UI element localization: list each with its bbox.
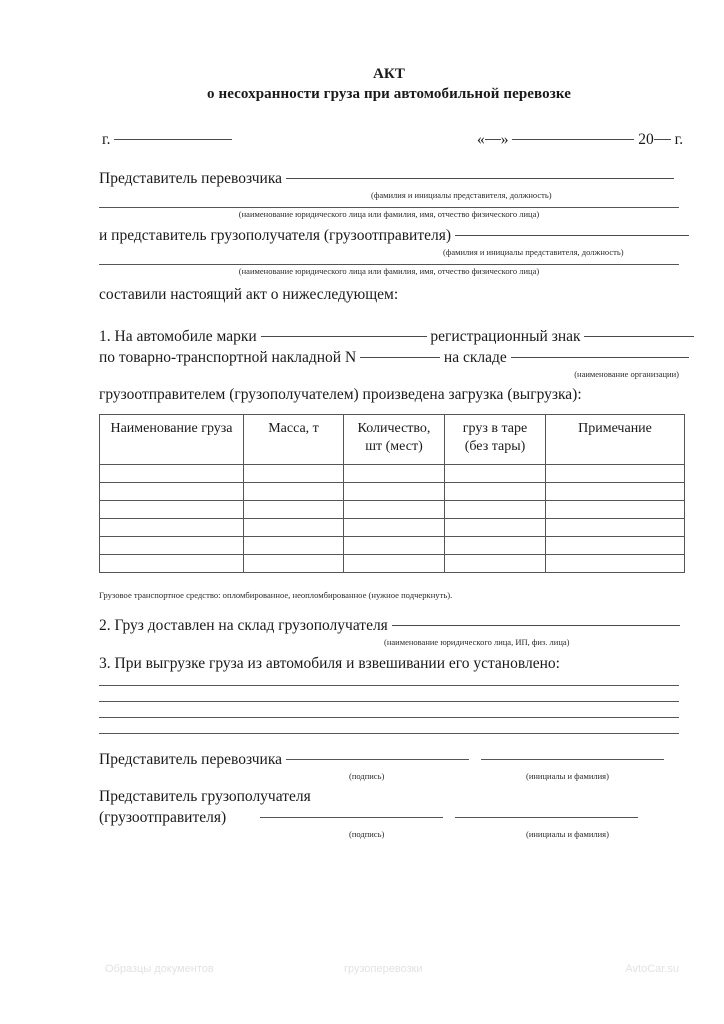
- table-row: [100, 555, 685, 573]
- table-cell[interactable]: [100, 465, 244, 483]
- blank-answer-rule[interactable]: [99, 733, 679, 734]
- waybill-number-rule[interactable]: [360, 357, 440, 358]
- consignee-entity-caption: (наименование юридического лица или фамилия, имя, отчество физического лица): [238, 266, 540, 276]
- footer-center-text: грузоперевозки: [344, 963, 423, 975]
- warehouse-rule-b[interactable]: [567, 357, 689, 358]
- clause-1-block: [99, 326, 679, 405]
- table-cell[interactable]: [445, 483, 546, 501]
- table-cell[interactable]: [244, 519, 344, 537]
- table-cell[interactable]: [344, 519, 445, 537]
- carrier-signature-label: Представитель перевозчика: [99, 751, 283, 768]
- city-field: [102, 129, 232, 150]
- table-cell[interactable]: [445, 465, 546, 483]
- consignee-signature-rule[interactable]: [260, 817, 443, 818]
- page-subtitle: о несохранности груза при автомобильной перевозке: [207, 86, 571, 102]
- vehicle-brand-rule-a[interactable]: [261, 336, 323, 337]
- blank-answer-rule[interactable]: [99, 685, 679, 686]
- clause-2-line: [99, 615, 679, 636]
- month-blank-rule[interactable]: [512, 139, 634, 140]
- consignee-entity-rule[interactable]: [99, 264, 679, 265]
- city-date-row: [99, 129, 684, 151]
- table-cell[interactable]: [445, 501, 546, 519]
- carrier-representative-name-caption: (фамилия и инициалы представителя, должность): [371, 190, 552, 200]
- table-row: [100, 519, 685, 537]
- consignee-initials-caption: (инициалы и фамилия): [526, 829, 609, 839]
- clause-1-line-2: [99, 347, 679, 368]
- goods-table-header-cell: [100, 415, 244, 465]
- table-cell[interactable]: [344, 483, 445, 501]
- goods-table-header-cell: [344, 415, 445, 465]
- intro-text: составили настоящий акт о нижеследующем:: [99, 286, 399, 303]
- warehouse-rule-a[interactable]: [511, 357, 567, 358]
- goods-table-body: [100, 465, 685, 573]
- header-text-line-1: Количество,: [357, 421, 431, 436]
- carrier-representative-block: [99, 168, 679, 220]
- table-cell[interactable]: [546, 483, 685, 501]
- table-cell[interactable]: [344, 465, 445, 483]
- footer-watermark: [99, 963, 679, 979]
- table-cell[interactable]: [244, 465, 344, 483]
- table-cell[interactable]: [244, 483, 344, 501]
- table-cell[interactable]: [100, 537, 244, 555]
- consignee-signature-label-line-2: (грузоотправителя): [99, 809, 227, 826]
- table-cell[interactable]: [100, 519, 244, 537]
- table-cell[interactable]: [546, 465, 685, 483]
- consignee-signature-caption: (подпись): [349, 829, 385, 839]
- blank-answer-rule[interactable]: [99, 717, 679, 718]
- clause-2-block: [99, 615, 679, 648]
- header-text-line-2: шт (мест): [365, 439, 423, 454]
- table-cell[interactable]: [244, 537, 344, 555]
- table-cell[interactable]: [100, 483, 244, 501]
- table-cell[interactable]: [546, 555, 685, 573]
- clause-3-blank-lines: [99, 685, 679, 734]
- clause-1-line-1: [99, 326, 679, 347]
- consignee-signature-row: [99, 807, 679, 828]
- table-cell[interactable]: [244, 501, 344, 519]
- city-blank-rule[interactable]: [114, 139, 232, 140]
- table-cell[interactable]: [344, 555, 445, 573]
- clause-2-label: 2. Груз доставлен на склад грузополучателя: [99, 617, 388, 634]
- table-cell[interactable]: [344, 501, 445, 519]
- carrier-entity-caption: (наименование юридического лица или фамилия, имя, отчество физического лица): [238, 209, 540, 219]
- carrier-signature-caption: (подпись): [349, 771, 385, 781]
- header-text-line-1: Примечание: [578, 421, 652, 436]
- goods-table-header-cell: [546, 415, 685, 465]
- vehicle-plate-rule[interactable]: [584, 336, 694, 337]
- table-cell[interactable]: [344, 537, 445, 555]
- header-text-line-1: Наименование груза: [110, 421, 233, 436]
- vehicle-brand-rule-b[interactable]: [323, 336, 427, 337]
- table-cell[interactable]: [445, 537, 546, 555]
- day-blank-rule[interactable]: [485, 139, 501, 140]
- table-cell[interactable]: [445, 555, 546, 573]
- signature-block: [99, 749, 679, 841]
- blank-answer-rule[interactable]: [99, 701, 679, 702]
- carrier-initials-caption: (инициалы и фамилия): [526, 771, 609, 781]
- table-row: [100, 465, 685, 483]
- page-title: АКТ: [372, 66, 405, 82]
- waybill-label: по товарно-транспортной накладной N: [99, 349, 357, 366]
- goods-table: [99, 414, 685, 573]
- carrier-representative-line: [99, 168, 679, 189]
- city-label: г.: [102, 131, 111, 148]
- goods-table-header-cell: [244, 415, 344, 465]
- footer-left-text: Образцы документов: [105, 963, 214, 975]
- clause-1-plate-label: регистрационный знак: [430, 328, 581, 345]
- year-suffix: г.: [674, 131, 684, 148]
- clause-3-block: [99, 653, 679, 734]
- clause-3-label: 3. При выгрузке груза из автомобиля и взвешивании его установлено:: [99, 655, 560, 672]
- date-field: [477, 129, 683, 150]
- year-blank-rule[interactable]: [654, 139, 671, 140]
- consignee-representative-block: [99, 225, 679, 277]
- table-cell[interactable]: [546, 519, 685, 537]
- table-cell[interactable]: [445, 519, 546, 537]
- carrier-representative-rule[interactable]: [286, 178, 674, 179]
- consignee-initials-rule[interactable]: [455, 817, 638, 818]
- carrier-representative-label: Представитель перевозчика: [99, 170, 283, 187]
- table-cell[interactable]: [546, 501, 685, 519]
- table-cell[interactable]: [244, 555, 344, 573]
- table-cell[interactable]: [100, 555, 244, 573]
- carrier-entity-rule[interactable]: [99, 207, 679, 208]
- table-row: [100, 537, 685, 555]
- warehouse-label: на складе: [443, 349, 507, 366]
- consignee-representative-rule-b[interactable]: [599, 235, 689, 236]
- document-body: [99, 0, 684, 841]
- table-cell[interactable]: [546, 537, 685, 555]
- carrier-signature-rule[interactable]: [286, 759, 469, 760]
- consignee-representative-label: и представитель грузополучателя (грузоотправителя): [99, 227, 452, 244]
- footer-right-text: AvtoCar.su: [625, 963, 679, 975]
- table-row: [100, 501, 685, 519]
- carrier-signature-row: [99, 749, 679, 770]
- header-text-line-1: Масса, т: [268, 421, 319, 436]
- consignee-signature-label-line-1: Представитель грузополучателя: [99, 788, 311, 805]
- warehouse-org-caption: (наименование организации): [574, 369, 679, 379]
- day-close-quote: »: [500, 131, 509, 148]
- document-title-block: [99, 64, 679, 104]
- consignee-representative-name-caption: (фамилия и инициалы представителя, должность): [443, 247, 624, 257]
- clause-2-caption: (наименование юридического лица, ИП, физ. лица): [384, 637, 570, 647]
- carrier-initials-rule[interactable]: [481, 759, 664, 760]
- consignee-representative-rule-a[interactable]: [455, 235, 599, 236]
- table-row: [100, 483, 685, 501]
- day-open-quote: «: [477, 131, 485, 148]
- seal-note: Грузовое транспортное средство: опломбированное, неопломбированное (нужное подчеркнуть).: [99, 590, 453, 600]
- header-text-line-2: (без тары): [464, 439, 526, 454]
- goods-table-header-cell: [445, 415, 546, 465]
- goods-table-header-row: [100, 415, 685, 465]
- carrier-signature-captions: [99, 771, 679, 783]
- clause-1-vehicle-label: 1. На автомобиле марки: [99, 328, 257, 345]
- year-prefix: 20: [638, 131, 654, 148]
- table-cell[interactable]: [100, 501, 244, 519]
- consignee-signature-captions: [99, 829, 679, 841]
- clause-1-line-3: грузоотправителем (грузополучателем) произведена загрузка (выгрузка):: [99, 386, 582, 403]
- clause-2-rule[interactable]: [392, 625, 680, 626]
- header-text-line-1: груз в таре: [462, 421, 528, 436]
- consignee-representative-line: [99, 225, 679, 246]
